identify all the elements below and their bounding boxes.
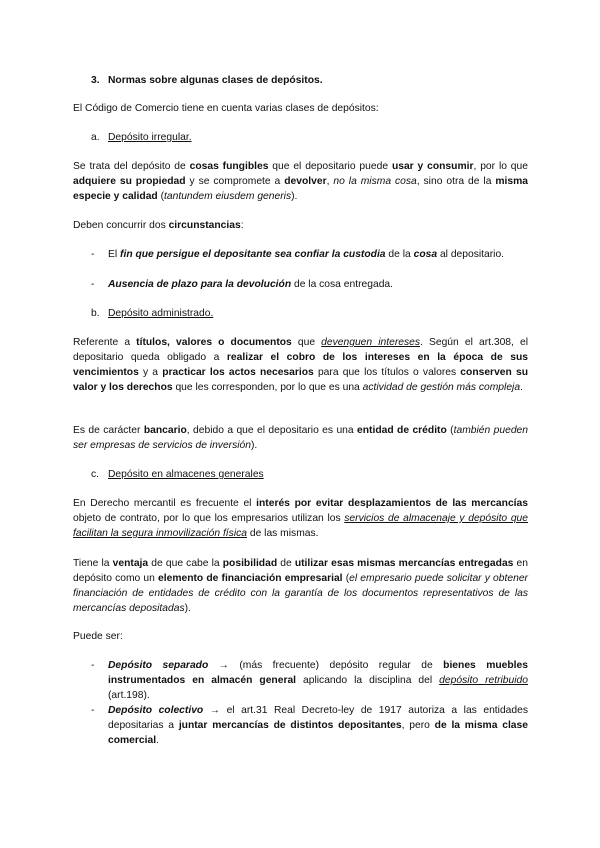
text-run: cosas fungibles — [189, 161, 269, 172]
bullet-collective-deposit — [108, 703, 528, 748]
text-run: ( — [446, 425, 454, 436]
text-run: El — [108, 249, 121, 260]
text-run: conserven su valor y los derechos — [73, 367, 528, 393]
circumstances-paragraph — [73, 218, 528, 233]
text-run: no la misma cosa — [333, 176, 417, 187]
text-run: ( — [342, 573, 350, 584]
text-run: . Según el art.308, el depositario queda obligado a — [73, 337, 528, 363]
text-run: interés por evitar desplazamientos de las mercancías — [256, 498, 528, 509]
subsection-b-title: Depósito administrado. — [108, 308, 214, 319]
text-run: títulos, valores o documentos — [136, 337, 292, 348]
text-run: ). — [291, 191, 298, 202]
text-run: bienes muebles instrumentados en almacén general — [108, 660, 528, 686]
subsection-a-marker: a. — [91, 132, 100, 143]
text-run: circunstancias — [168, 220, 241, 231]
bullet-custody-purpose — [108, 247, 528, 262]
text-run: de la misma clase comercial — [108, 720, 528, 746]
subsection-a-title: Depósito irregular. — [108, 132, 192, 143]
text-run: de la cosa entregada. — [291, 279, 394, 290]
text-run: elemento de financiación empresarial — [158, 573, 343, 584]
subsection-c-marker: c. — [91, 469, 100, 480]
text-run: Puede ser: — [73, 631, 123, 642]
text-run: Se trata del depósito de — [73, 161, 190, 172]
section-number: 3. — [91, 75, 100, 86]
text-run: objeto de contrato, por lo que los empresarios utilizan los — [73, 513, 345, 524]
bullet-dash: - — [91, 660, 95, 671]
text-run: , pero — [401, 720, 435, 731]
text-run: entidad de crédito — [357, 425, 447, 436]
bullet-dash: - — [91, 705, 95, 716]
text-run: y se compromete a — [185, 176, 285, 187]
text-run: Ausencia de plazo para la devolución — [108, 279, 292, 290]
text-run: utilizar esas mismas mercancías entregadas — [294, 558, 514, 569]
text-run: Deben concurrir dos — [73, 220, 169, 231]
text-run: ( — [157, 191, 165, 202]
text-run: de — [277, 558, 295, 569]
types-intro-paragraph — [73, 629, 528, 644]
text-run: ). — [184, 603, 191, 614]
text-run: En Derecho mercantil es frecuente el — [73, 498, 257, 509]
warehouse-paragraph — [73, 496, 528, 541]
text-run: al depositario. — [437, 249, 505, 260]
bullet-dash: - — [91, 249, 95, 260]
text-run: devolver — [284, 176, 327, 187]
advantage-paragraph — [73, 556, 528, 616]
text-run: cosa — [413, 249, 438, 260]
text-run: , — [326, 176, 334, 187]
text-run: devenguen intereses — [321, 337, 421, 348]
text-run: posibilidad — [222, 558, 278, 569]
bullet-no-term — [108, 277, 528, 292]
banking-paragraph — [73, 423, 528, 453]
text-run: actividad de gestión más compleja — [362, 382, 521, 393]
text-run: Tiene la — [73, 558, 113, 569]
text-run: aplicando la disciplina del — [296, 675, 440, 686]
text-run: de las mismas. — [246, 528, 319, 539]
text-run: adquiere su propiedad — [73, 176, 186, 187]
text-run: → (más frecuente) depósito regular de — [208, 660, 444, 671]
text-run: realizar el cobro de los intereses en la época de sus vencimientos — [73, 352, 528, 378]
intro-paragraph: El Código de Comercio tiene en cuenta varias clases de depósitos: — [73, 103, 379, 114]
text-run: y a — [138, 367, 163, 378]
text-run: , debido a que el depositario es una — [186, 425, 358, 436]
text-run: que les corresponden, por lo que es una — [172, 382, 363, 393]
section-title: Normas sobre algunas clases de depósitos. — [108, 75, 323, 86]
text-run: que — [291, 337, 322, 348]
subsection-c-title: Depósito en almacenes generales — [108, 469, 264, 480]
text-run: tantundem eiusdem generis — [164, 191, 292, 202]
subsection-b-marker: b. — [91, 308, 100, 319]
text-run: en depósito como un — [73, 558, 528, 584]
text-run: el empresario puede solicitar y obtener financiación de entidades de crédito con la garantía de los documentos representativos de las mercancías depositadas — [73, 573, 528, 614]
text-run: servicios de almacenaje y depósito que facilitan la segura inmovilización física — [73, 513, 528, 539]
text-run: juntar mercancías de distintos depositantes — [178, 720, 402, 731]
text-run: que el depositario puede — [268, 161, 392, 172]
text-run: , por lo que — [473, 161, 528, 172]
text-run: (art.198). — [108, 690, 150, 701]
text-run: Referente a — [73, 337, 137, 348]
text-run: → el art.31 Real Decreto-ley de 1917 autoriza a las entidades depositarias a — [108, 705, 528, 731]
bullet-separate-deposit — [108, 658, 528, 703]
text-run: de la — [385, 249, 414, 260]
text-run: Es de carácter — [73, 425, 144, 436]
text-run: bancario — [143, 425, 187, 436]
text-run: ). — [250, 440, 258, 451]
text-run: de que cabe la — [148, 558, 223, 569]
text-run: . — [156, 735, 159, 746]
text-run: practicar los actos necesarios — [162, 367, 314, 378]
text-run: : — [240, 220, 244, 231]
text-run: Depósito separado — [108, 660, 209, 671]
irregular-definition-paragraph — [73, 159, 528, 204]
text-run: ventaja — [112, 558, 149, 569]
text-run: también pueden ser empresas de servicios de inversión — [73, 425, 528, 451]
text-run: para que los títulos o valores — [313, 367, 461, 378]
text-run: fin que persigue el depositante sea confiar la custodia — [120, 249, 386, 260]
text-run: depósito retribuido — [439, 675, 528, 686]
text-run: usar y consumir — [391, 161, 474, 172]
text-run: Depósito colectivo — [108, 705, 204, 716]
text-run: , sino otra de la — [416, 176, 496, 187]
text-run: misma especie y calidad — [73, 176, 529, 202]
text-run: . — [520, 382, 523, 393]
administered-paragraph — [73, 335, 528, 395]
bullet-dash: - — [91, 279, 95, 290]
